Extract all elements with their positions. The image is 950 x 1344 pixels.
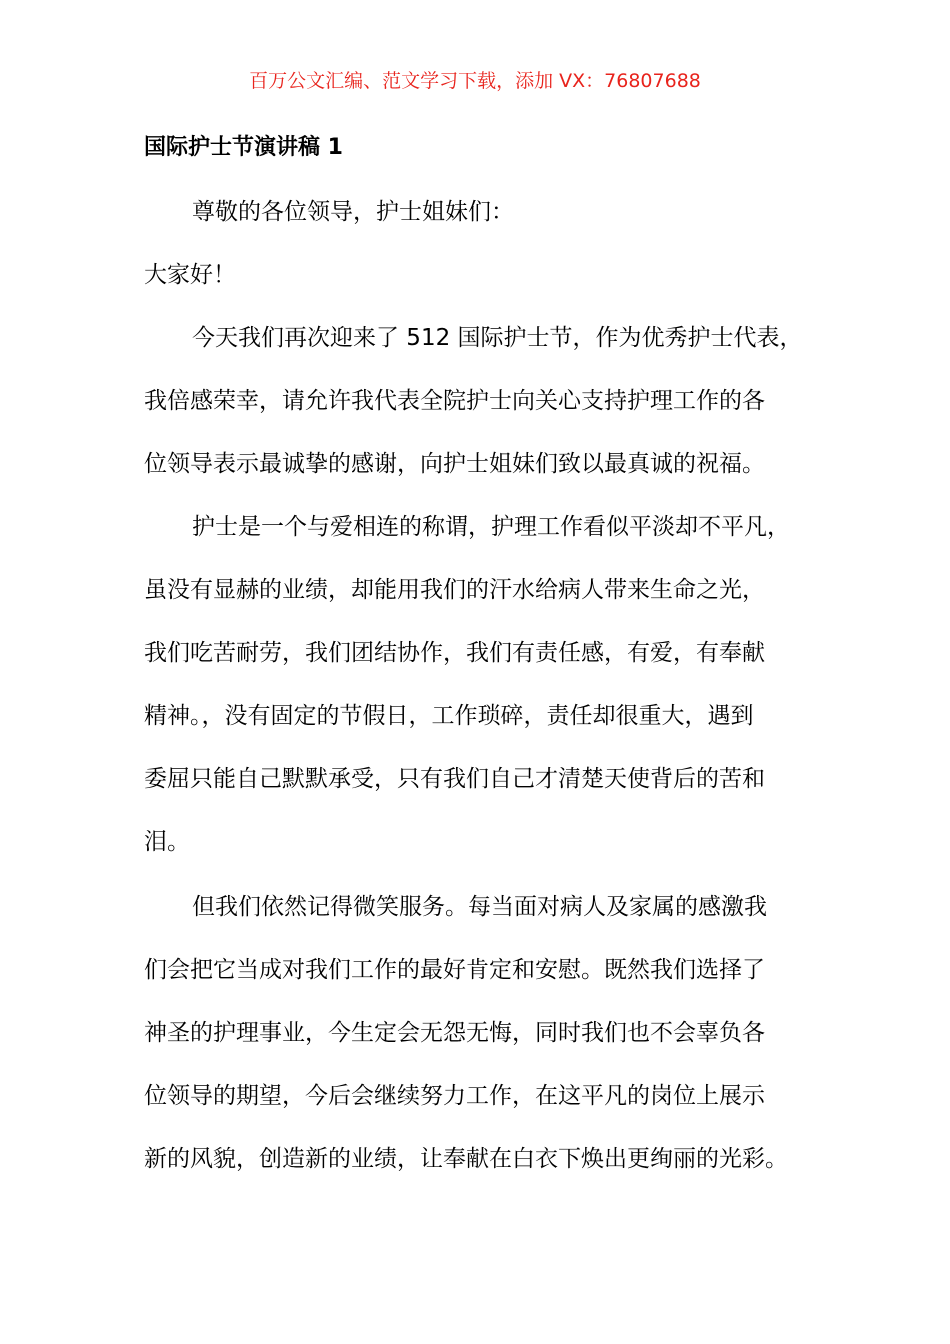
paragraph-line: 虽没有显赫的业绩，却能用我们的汗水给病人带来生命之光， bbox=[144, 577, 765, 603]
paragraph-line: 委屈只能自己默默承受，只有我们自己才清楚天使背后的苦和 bbox=[144, 766, 765, 792]
header-note: 百万公文汇编、范文学习下载，添加 VX：76807688 bbox=[249, 70, 701, 92]
paragraph-line: 泪。 bbox=[144, 829, 190, 855]
paragraph-line: 神圣的护理事业，今生定会无怨无悔，同时我们也不会辜负各 bbox=[144, 1020, 765, 1046]
paragraph-line: 们会把它当成对我们工作的最好肯定和安慰。既然我们选择了 bbox=[144, 957, 765, 983]
greeting: 大家好！ bbox=[144, 262, 236, 288]
paragraph-line: 新的风貌，创造新的业绩，让奉献在白衣下焕出更绚丽的光彩。 bbox=[144, 1146, 788, 1172]
paragraph-line: 位领导表示最诚挚的感谢，向护士姐妹们致以最真诚的祝福。 bbox=[144, 451, 765, 477]
document-title: 国际护士节演讲稿 1 bbox=[144, 135, 343, 160]
paragraph-line: 今天我们再次迎来了 512 国际护士节，作为优秀护士代表， bbox=[192, 325, 803, 351]
paragraph-line: 我们吃苦耐劳，我们团结协作，我们有责任感，有爱，有奉献 bbox=[144, 640, 765, 666]
paragraph-line: 护士是一个与爱相连的称谓，护理工作看似平淡却不平凡， bbox=[192, 514, 790, 540]
paragraph-line: 位领导的期望，今后会继续努力工作，在这平凡的岗位上展示 bbox=[144, 1083, 765, 1109]
paragraph-line: 我倍感荣幸，请允许我代表全院护士向关心支持护理工作的各 bbox=[144, 388, 765, 414]
salutation: 尊敬的各位领导，护士姐妹们： bbox=[192, 199, 514, 225]
paragraph-line: 但我们依然记得微笑服务。每当面对病人及家属的感激我 bbox=[192, 894, 767, 920]
paragraph-line: 精神。，没有固定的节假日，工作琐碎，责任却很重大，遇到 bbox=[144, 703, 754, 729]
